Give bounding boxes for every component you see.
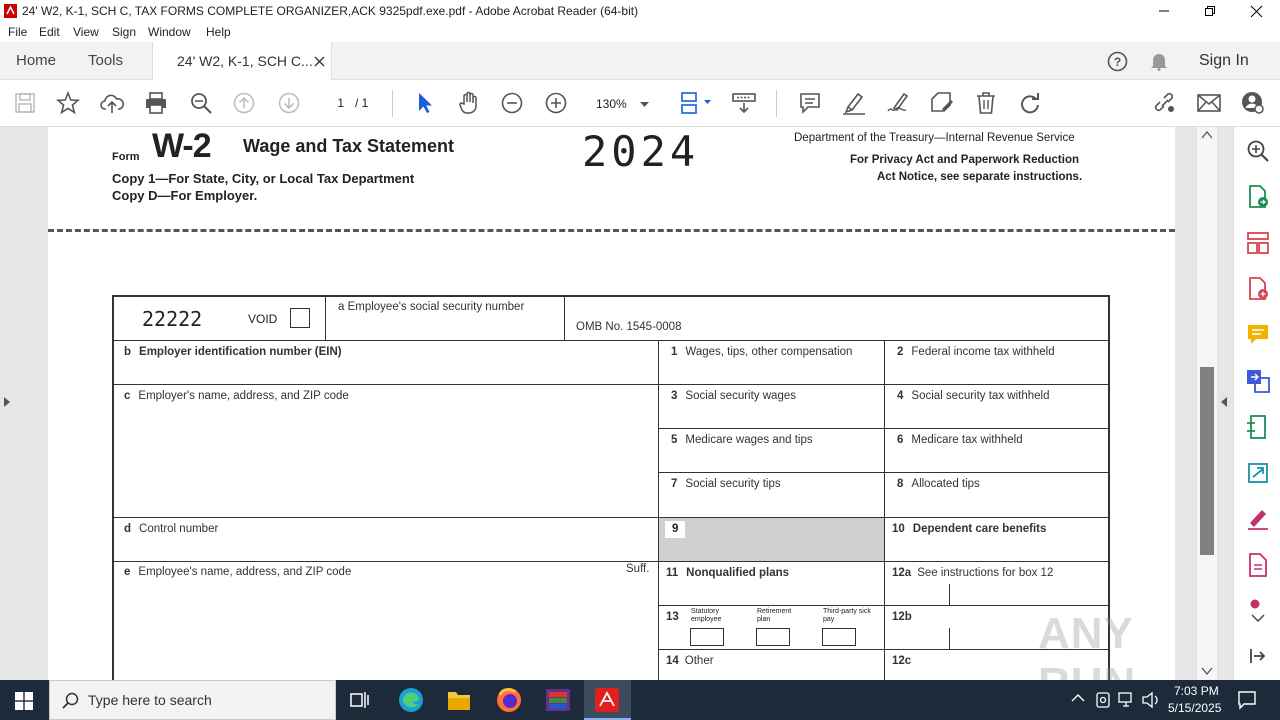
windows-start-icon[interactable] (15, 692, 33, 710)
box-11-number: 11 (666, 567, 679, 579)
page-number-input[interactable]: 1 (337, 96, 344, 110)
share-tool-icon[interactable] (1246, 461, 1270, 485)
acrobat-app-icon (4, 4, 17, 18)
box-e-letter: e (124, 566, 131, 578)
box-6[interactable] (884, 428, 1110, 473)
box-c-label: Employer's name, address, and ZIP code (138, 390, 349, 402)
hand-tool-icon[interactable] (456, 90, 482, 116)
box-3-number: 3 (671, 390, 678, 402)
box-13 (658, 605, 885, 650)
right-panel-toggle-icon[interactable] (1221, 397, 1227, 407)
box-1-label: Wages, tips, other compensation (685, 346, 853, 358)
tab-tools[interactable]: Tools (88, 52, 124, 69)
firefox-icon[interactable] (496, 687, 522, 713)
delete-trash-icon[interactable] (973, 90, 999, 116)
select-cursor-icon[interactable] (412, 90, 438, 116)
box-7-label: Social security tips (685, 478, 781, 490)
chevron-down-icon[interactable] (1252, 615, 1264, 622)
rotate-icon[interactable] (1017, 90, 1043, 116)
box-2-label: Federal income tax withheld (911, 346, 1055, 358)
box-8[interactable] (884, 472, 1110, 518)
ssn-box[interactable] (325, 297, 565, 341)
box-10-label: Dependent care benefits (912, 523, 1047, 535)
notification-center-icon[interactable] (1238, 691, 1256, 709)
account-search-icon[interactable] (1240, 90, 1266, 116)
sign-in-button[interactable]: Sign In (1199, 52, 1249, 69)
edit-pdf-icon[interactable] (1246, 553, 1270, 577)
box-9 (658, 517, 885, 562)
retirement-plan-checkbox[interactable] (756, 628, 790, 646)
box-8-label: Allocated tips (911, 478, 980, 490)
zoom-in-icon[interactable] (543, 90, 569, 116)
chevron-down-icon (640, 102, 649, 107)
box-6-number: 6 (897, 434, 904, 446)
restore-button[interactable] (1187, 0, 1233, 22)
watermark: ANY (1038, 609, 1134, 658)
box-12a-divider (949, 584, 950, 606)
box-12a-number: 12a (892, 567, 912, 579)
box-3-label: Social security wages (685, 390, 796, 402)
form-label: Form (112, 151, 140, 163)
bookmark-star-icon[interactable] (55, 90, 81, 116)
window-title: 24' W2, K-1, SCH C, TAX FORMS COMPLETE ORGANIZER,ACK 9325pdf.exe.pdf - Adobe Acrobat Reader (64-bit) (22, 4, 639, 18)
menu-view[interactable]: View (73, 25, 99, 39)
retirement-plan-label: Retirement plan (757, 608, 792, 623)
box-4-number: 4 (897, 390, 904, 402)
edge-browser-icon[interactable] (398, 687, 424, 713)
box-12a[interactable] (884, 561, 1110, 606)
form-code: 22222 (142, 307, 203, 331)
void-checkbox[interactable] (290, 308, 310, 328)
menu-help[interactable]: Help (206, 25, 231, 39)
next-page-icon[interactable] (276, 90, 302, 116)
file-explorer-icon[interactable] (447, 689, 471, 711)
menu-bar (0, 22, 1280, 42)
menu-file[interactable]: File (8, 25, 28, 39)
control-code-box (114, 297, 326, 341)
pdf-page (48, 127, 1175, 680)
form-title: Wage and Tax Statement (243, 136, 455, 156)
box-11[interactable] (658, 561, 885, 606)
clock-date[interactable]: 5/15/2025 (1168, 701, 1222, 715)
taskbar-acrobat-active[interactable] (584, 680, 631, 720)
tab-document-label: 24' W2, K-1, SCH C... (177, 53, 313, 69)
search-icon (62, 692, 79, 709)
box-14-number: 14 (666, 655, 679, 667)
page-total: / 1 (355, 96, 369, 110)
box-12b-divider (949, 628, 950, 650)
acrobat-taskbar-icon (595, 688, 619, 712)
box-b-letter: b (124, 346, 132, 358)
tab-document[interactable] (152, 42, 332, 81)
box-c-employer[interactable] (114, 384, 659, 518)
minimize-button[interactable] (1141, 0, 1187, 22)
box-12b-number: 12b (892, 611, 912, 623)
box-4[interactable] (884, 384, 1110, 429)
clock-time[interactable]: 7:03 PM (1174, 684, 1219, 698)
draw-signature-icon[interactable] (885, 90, 911, 116)
box-2-number: 2 (897, 346, 904, 358)
box-14-label: Other (684, 655, 714, 667)
toolbar (0, 80, 1280, 127)
collapse-pane-icon[interactable] (1250, 649, 1265, 663)
comment-tool-icon[interactable] (1246, 323, 1270, 347)
box-9-number: 9 (665, 521, 685, 538)
document-viewport[interactable] (0, 127, 1233, 680)
show-hidden-icons-icon[interactable] (1072, 694, 1084, 702)
taskbar-search-box[interactable] (49, 680, 336, 720)
volume-icon[interactable] (1142, 692, 1160, 708)
share-link-icon[interactable] (1151, 90, 1177, 116)
box-7-number: 7 (671, 478, 678, 490)
copy-1-label: Copy 1—For State, City, or Local Tax Department (112, 171, 415, 186)
comment-icon[interactable] (797, 90, 823, 116)
box-d-letter: d (124, 523, 132, 535)
form-name: W-2 (152, 127, 211, 165)
network-device-icon[interactable] (1096, 692, 1110, 708)
box-b-label: Employer identification number (EIN) (139, 346, 342, 358)
box-c-letter: c (124, 390, 131, 402)
organize-pages-icon[interactable] (1246, 231, 1270, 255)
highlight-pen-icon[interactable] (841, 90, 867, 116)
print-icon[interactable] (143, 90, 169, 116)
box-2[interactable] (884, 340, 1110, 385)
zoom-tool-icon[interactable] (1246, 139, 1270, 163)
box-5[interactable] (658, 428, 885, 473)
svg-text:?: ? (1113, 55, 1122, 69)
menu-window[interactable]: Window (148, 25, 191, 39)
box-3[interactable] (658, 384, 885, 429)
scrolling-mode-icon[interactable] (731, 90, 757, 116)
box-1[interactable] (658, 340, 885, 385)
void-label: VOID (248, 312, 278, 326)
tab-bar (0, 42, 1280, 80)
zoom-search-icon[interactable] (188, 90, 214, 116)
suffix-label: Suff. (626, 563, 650, 575)
box-5-number: 5 (671, 434, 678, 446)
previous-page-icon[interactable] (231, 90, 257, 116)
fill-and-sign-icon[interactable] (1246, 507, 1270, 531)
box-8-number: 8 (897, 478, 904, 490)
box-4-label: Social security tax withheld (911, 390, 1050, 402)
box-12a-label: See instructions for box 12 (917, 567, 1054, 579)
close-tab-icon[interactable] (315, 57, 324, 66)
help-icon[interactable] (1107, 51, 1128, 72)
copy-d-label: Copy D—For Employer. (112, 188, 258, 203)
email-icon[interactable] (1196, 90, 1222, 116)
page-layout-icon[interactable] (678, 90, 714, 116)
winrar-icon[interactable] (545, 688, 571, 712)
notification-bell-icon[interactable] (1150, 52, 1168, 71)
privacy-act-line2: Act Notice, see separate instructions. (877, 171, 1083, 183)
combine-files-icon[interactable] (1246, 369, 1270, 393)
omb-box (564, 297, 1110, 341)
third-party-sick-pay-label: Third-party sick pay (823, 608, 871, 623)
w2-form-grid (112, 295, 1110, 695)
department-label: Department of the Treasury—Internal Revenue Service (794, 132, 1075, 144)
title-bar (0, 0, 1280, 22)
perforation-line (48, 229, 1175, 232)
upload-cloud-icon[interactable] (99, 90, 125, 116)
network-icon[interactable] (1118, 692, 1136, 708)
search-placeholder: Type here to search (88, 692, 212, 708)
more-tools-icon[interactable] (1246, 597, 1270, 611)
form-year: 2024 (582, 127, 700, 176)
statutory-employee-checkbox[interactable] (690, 628, 724, 646)
task-view-icon[interactable] (350, 691, 370, 709)
box-11-label: Nonqualified plans (686, 567, 790, 579)
box-12c-number: 12c (892, 655, 912, 667)
zoom-out-icon[interactable] (499, 90, 525, 116)
scrollbar-thumb[interactable] (1200, 367, 1214, 555)
box-1-number: 1 (671, 346, 678, 358)
vertical-scrollbar[interactable] (1197, 127, 1217, 680)
compress-pdf-icon[interactable] (1246, 415, 1270, 439)
edit-stamp-icon[interactable] (929, 90, 955, 116)
box-10-number: 10 (892, 523, 905, 535)
toolbar-divider (776, 90, 777, 117)
box-d-label: Control number (139, 523, 219, 535)
privacy-act-line1: For Privacy Act and Paperwork Reduction (850, 154, 1079, 166)
box-5-label: Medicare wages and tips (685, 434, 813, 446)
scroll-up-icon[interactable] (1202, 132, 1212, 138)
save-icon[interactable] (12, 90, 38, 116)
statutory-employee-label: Statutory employee (691, 608, 722, 623)
ssn-label: a Employee's social security number (338, 301, 525, 313)
close-button[interactable] (1233, 0, 1279, 22)
export-pdf-icon[interactable] (1246, 185, 1270, 209)
left-panel-toggle-icon[interactable] (4, 397, 10, 407)
box-6-label: Medicare tax withheld (911, 434, 1023, 446)
zoom-level-value: 130% (596, 97, 627, 111)
box-b-ein[interactable] (114, 340, 659, 385)
tools-pane (1233, 127, 1280, 680)
box-e-label: Employee's name, address, and ZIP code (138, 566, 352, 578)
box-7[interactable] (658, 472, 885, 518)
box-10[interactable] (884, 517, 1110, 562)
box-d-control[interactable] (114, 517, 659, 562)
omb-number: OMB No. 1545-0008 (576, 321, 682, 333)
tab-home[interactable]: Home (16, 52, 57, 69)
menu-sign[interactable]: Sign (112, 25, 137, 39)
menu-edit[interactable]: Edit (39, 25, 60, 39)
zoom-level-select[interactable] (588, 93, 656, 115)
third-party-sick-pay-checkbox[interactable] (822, 628, 856, 646)
toolbar-divider (392, 90, 393, 117)
create-pdf-icon[interactable] (1246, 277, 1270, 301)
box-13-number: 13 (666, 611, 679, 623)
